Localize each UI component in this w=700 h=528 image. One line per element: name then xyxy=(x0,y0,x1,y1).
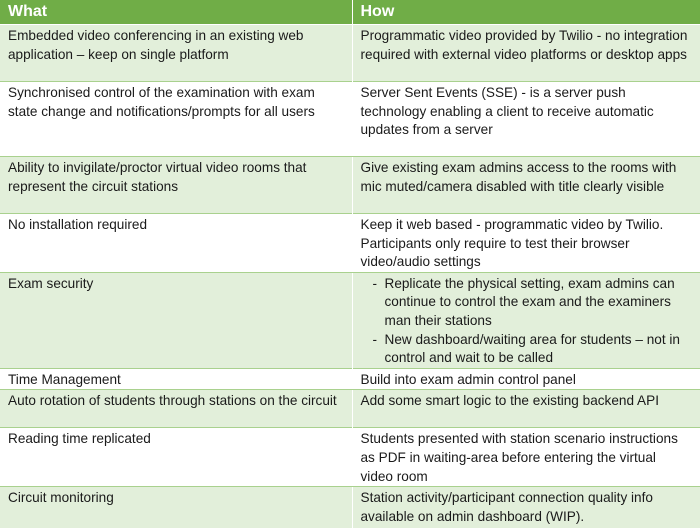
table-header-row xyxy=(0,0,700,25)
cell-how: Keep it web based - programmatic video by Twilio. Participants only require to test their browser video/audio settings xyxy=(352,214,700,273)
cell-what: Circuit monitoring xyxy=(0,487,352,528)
cell-how: Build into exam admin control panel xyxy=(352,368,700,390)
cell-what: Ability to invigilate/proctor virtual video rooms that represent the circuit stations xyxy=(0,157,352,214)
cell-how: Station activity/participant connection quality info available on admin dashboard (WIP). xyxy=(352,487,700,528)
header-what: What xyxy=(0,0,352,25)
table-row xyxy=(0,214,700,273)
cell-what: No installation required xyxy=(0,214,352,273)
table-row xyxy=(0,82,700,157)
cell-how: Give existing exam admins access to the rooms with mic muted/camera disabled with title clearly visible xyxy=(352,157,700,214)
table-row xyxy=(0,428,700,487)
dash-list xyxy=(361,275,692,368)
list-item: - Replicate the physical setting, exam admins can continue to control the exam and the examiners man their stations xyxy=(373,275,692,331)
cell-what: Time Management xyxy=(0,368,352,390)
table-row xyxy=(0,487,700,528)
cell-how: Programmatic video provided by Twilio - no integration required with external video platforms or desktop apps xyxy=(352,25,700,82)
cell-what: Embedded video conferencing in an existing web application – keep on single platform xyxy=(0,25,352,82)
list-item: - New dashboard/waiting area for students – not in control and wait to be called xyxy=(373,331,692,368)
table-row xyxy=(0,390,700,428)
cell-how: Add some smart logic to the existing backend API xyxy=(352,390,700,428)
cell-how: Students presented with station scenario instructions as PDF in waiting-area before entering the virtual video room xyxy=(352,428,700,487)
cell-what: Exam security xyxy=(0,272,352,368)
cell-how xyxy=(352,272,700,368)
cell-what: Synchronised control of the examination with exam state change and notifications/prompts for all users xyxy=(0,82,352,157)
cell-what: Reading time replicated xyxy=(0,428,352,487)
table-row xyxy=(0,157,700,214)
cell-how: Server Sent Events (SSE) - is a server push technology enabling a client to receive automatic updates from a server xyxy=(352,82,700,157)
header-how: How xyxy=(352,0,700,25)
table-row xyxy=(0,272,700,368)
table-row xyxy=(0,368,700,390)
cell-what: Auto rotation of students through stations on the circuit xyxy=(0,390,352,428)
table-row xyxy=(0,25,700,82)
